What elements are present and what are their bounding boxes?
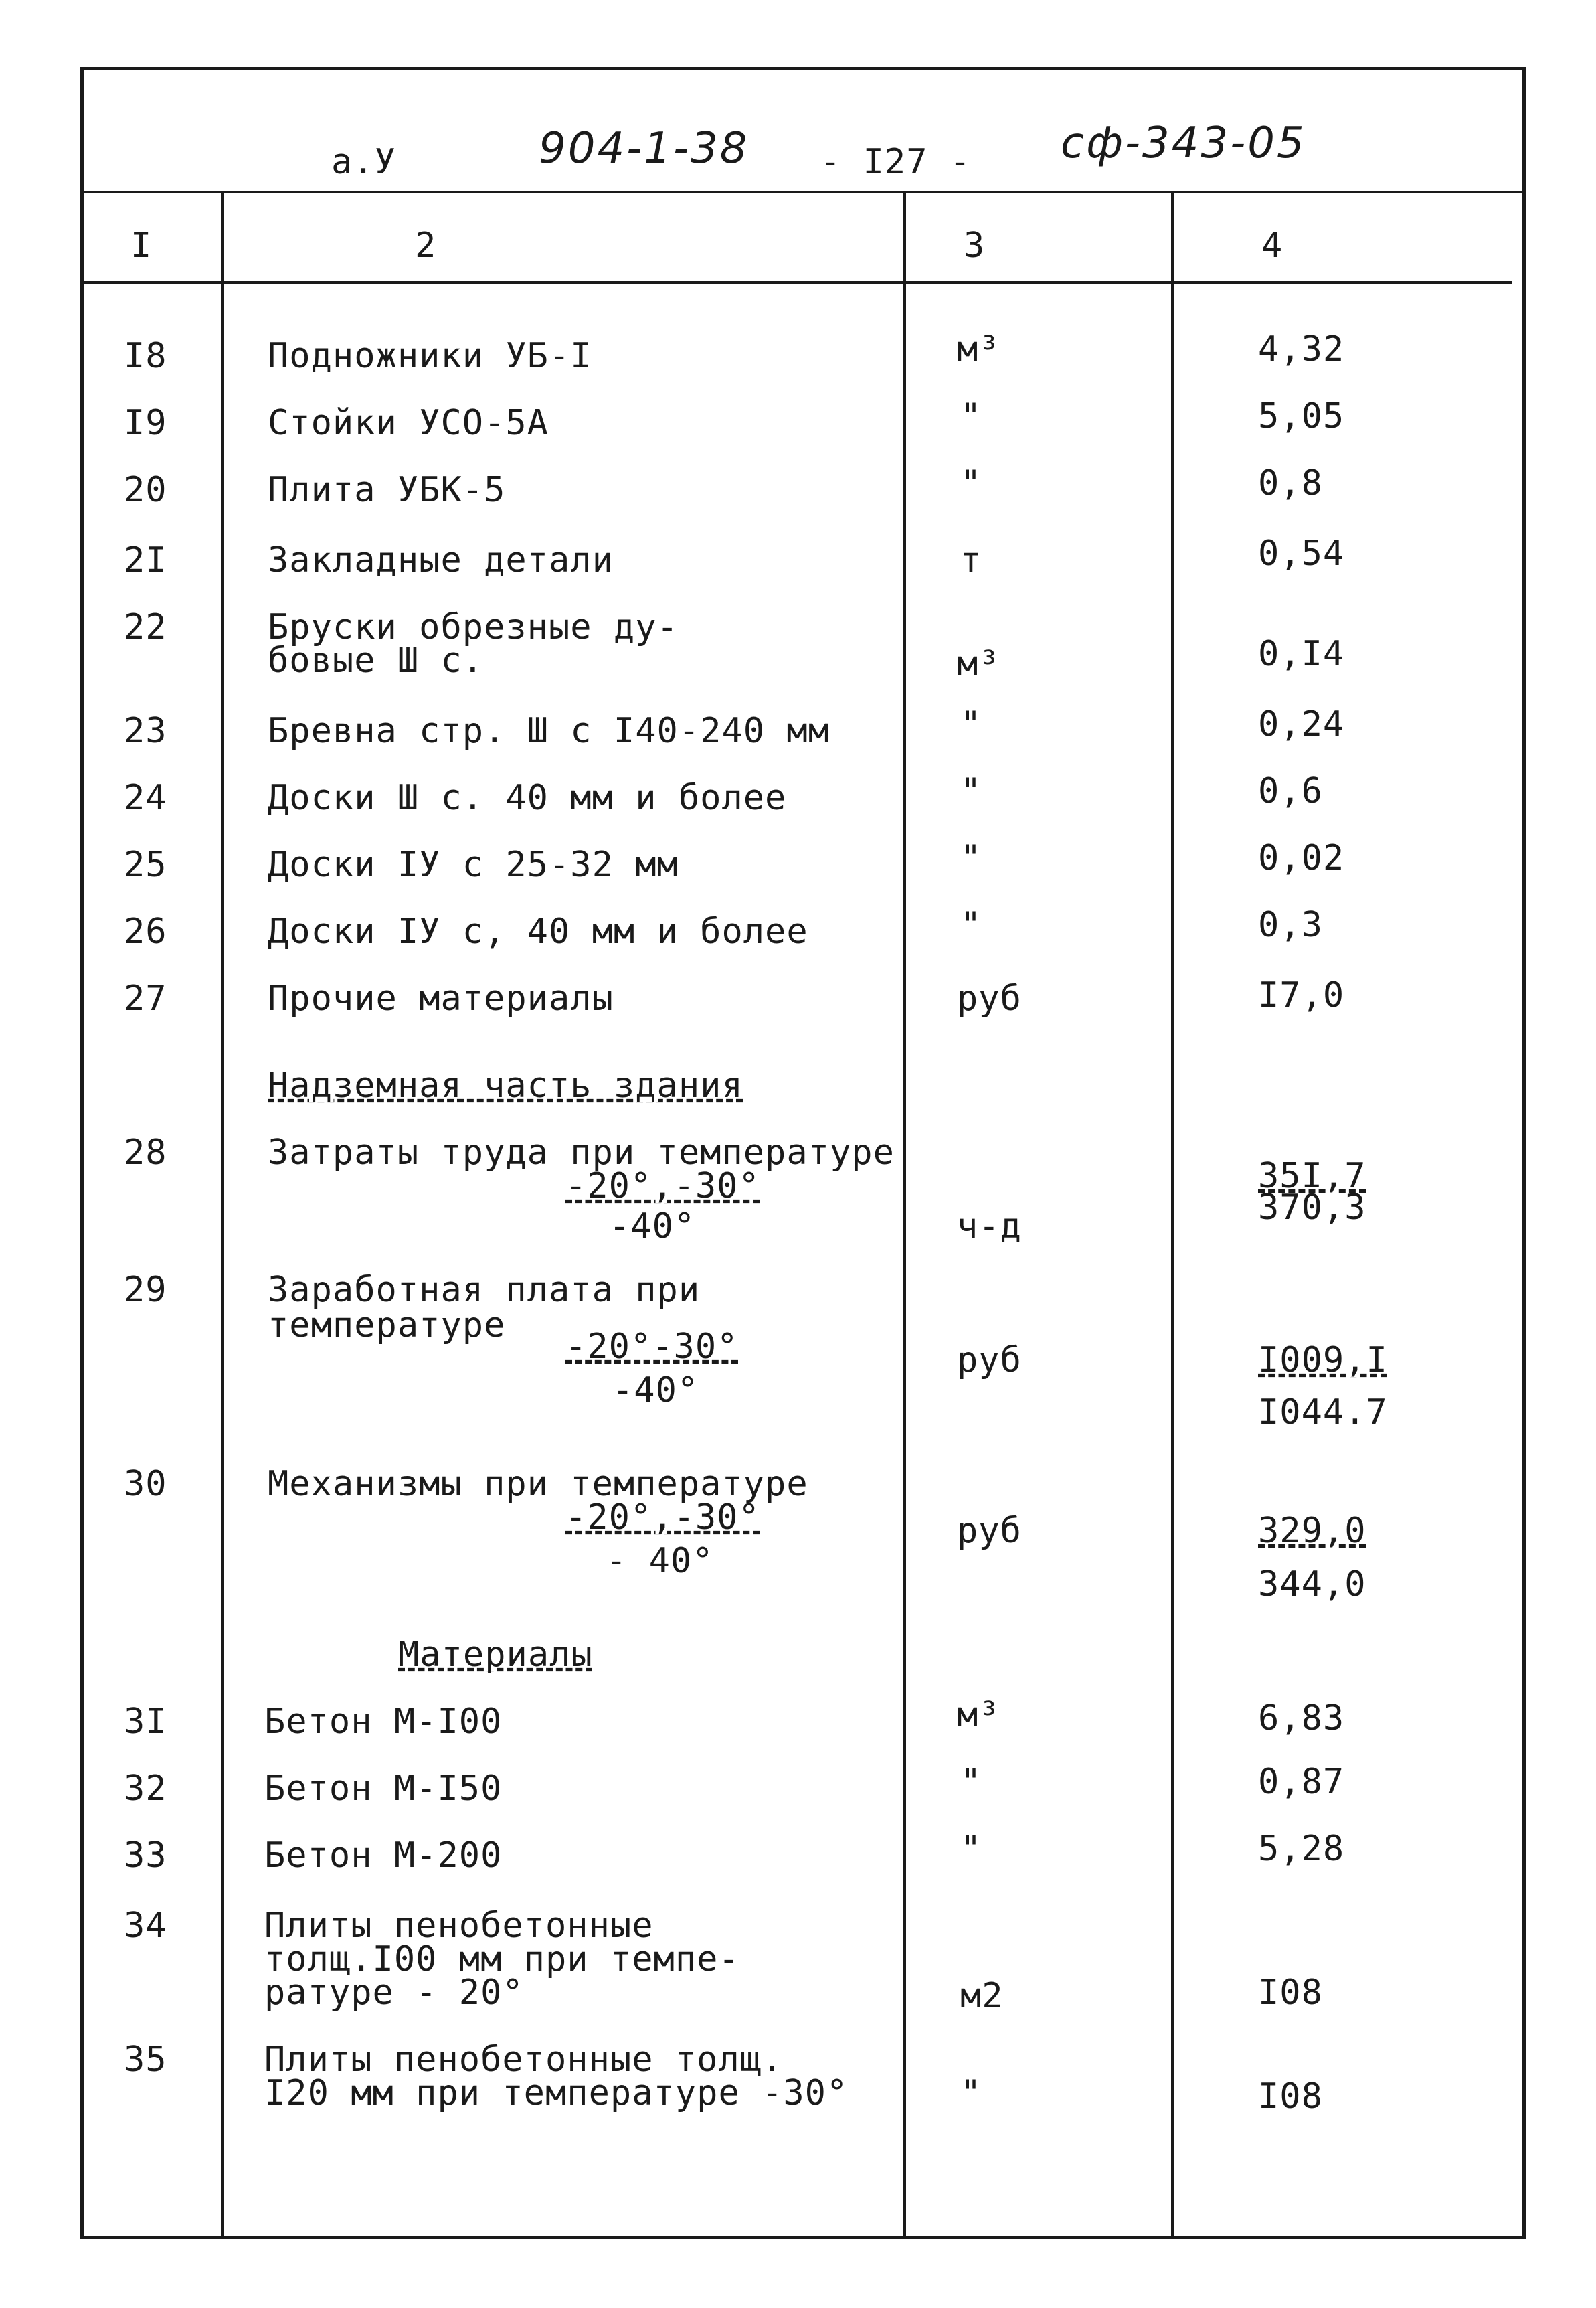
row-name-line2: температуре [268, 1305, 506, 1345]
row-name: Бревна стр. Ш с I40-240 мм [268, 711, 830, 751]
row-value: 0,02 [1258, 838, 1345, 878]
row-name-line2: бовые Ш с. [268, 641, 484, 681]
row-value-top: 329,0 [1258, 1511, 1366, 1551]
row-value: 0,24 [1258, 704, 1345, 744]
row-number: 35 [124, 2040, 167, 2080]
document-sheet [80, 67, 1526, 2239]
row-number: 28 [124, 1133, 167, 1173]
row-unit: м³ [957, 329, 1000, 369]
row-name: Механизмы при температуре [268, 1464, 808, 1504]
row-name: Стойки УСО-5А [268, 403, 549, 443]
row-number: 27 [124, 979, 167, 1019]
row-name: Плиты пенобетонные толщ. [264, 2040, 784, 2080]
row-value: 0,3 [1258, 905, 1323, 945]
row-name: Бетон М-I50 [264, 1768, 503, 1809]
row-number: 29 [124, 1270, 167, 1310]
row-value: 0,8 [1258, 463, 1323, 503]
row-name: Заработная плата при [268, 1270, 701, 1310]
row-value: 0,I4 [1258, 634, 1345, 674]
row-name: Прочие материалы [268, 979, 614, 1019]
row-number: 23 [124, 711, 167, 751]
row-number: 26 [124, 912, 167, 952]
row-name: Закладные детали [268, 540, 614, 580]
row-unit: " [960, 838, 982, 878]
row-value-top: I009,I [1258, 1340, 1388, 1380]
row-name: Плита УБК-5 [268, 470, 506, 510]
row-value: I08 [1258, 1973, 1323, 2013]
row-name: Плиты пенобетонные [264, 1906, 654, 1946]
row-name-line2: I20 мм при температуре -30° [264, 2073, 849, 2113]
column-divider-3 [1171, 191, 1174, 2236]
row-number: 24 [124, 778, 167, 818]
row-number: 3I [124, 1702, 167, 1742]
row-unit: " [960, 704, 982, 744]
column-header-3: 3 [964, 226, 986, 266]
row-value: 4,32 [1258, 329, 1345, 369]
column-header-2: 2 [415, 226, 437, 266]
section-heading-above-ground: Надземная часть здания [268, 1066, 743, 1106]
row-unit: м³ [957, 1695, 1000, 1735]
row-unit: м2 [960, 1976, 1004, 2016]
row-unit: руб [957, 1340, 1022, 1380]
row-value: 5,28 [1258, 1829, 1345, 1869]
row-value: 6,83 [1258, 1698, 1345, 1738]
row-value-bottom: 344,0 [1258, 1564, 1366, 1604]
row-number: I8 [124, 336, 167, 376]
column-header-1: I [130, 226, 153, 266]
header-project: 904-1-38 [539, 124, 749, 173]
row-number: 34 [124, 1906, 167, 1946]
row-value-bottom: 370,3 [1258, 1187, 1366, 1228]
row-number: I9 [124, 403, 167, 443]
row-number: 25 [124, 845, 167, 885]
row-value: I08 [1258, 2076, 1323, 2117]
row-unit: " [960, 1829, 982, 1869]
row-unit: " [960, 1762, 982, 1802]
row-value-bottom: I044.7 [1258, 1392, 1388, 1432]
row-value: 0,87 [1258, 1762, 1345, 1802]
row-name: Бетон М-200 [264, 1835, 503, 1876]
row-unit: " [960, 771, 982, 811]
row-value: I7,0 [1258, 975, 1345, 1015]
row-unit: т [960, 540, 982, 580]
row-temp-fraction-bottom: -40° [612, 1370, 699, 1410]
row-temp-fraction-top: -20°-30° [565, 1327, 739, 1367]
header-page: - I27 - [820, 142, 972, 182]
column-divider-2 [903, 191, 906, 2236]
row-number: 32 [124, 1768, 167, 1809]
row-value-top: 35I,7 [1258, 1156, 1366, 1196]
row-name: Доски IУ с 25-32 мм [268, 845, 679, 885]
row-value: 0,6 [1258, 771, 1323, 811]
row-name: Затраты труда при температуре [268, 1133, 895, 1173]
row-unit: " [960, 396, 982, 436]
row-unit: " [960, 905, 982, 945]
row-name: Бетон М-I00 [264, 1702, 503, 1742]
column-header-divider [84, 281, 1512, 284]
header-code: сф-343-05 [1061, 118, 1306, 168]
row-unit: " [960, 2073, 982, 2113]
header-prefix: а.У [331, 142, 396, 182]
row-value: 0,54 [1258, 533, 1345, 574]
row-unit: ч-д [957, 1206, 1022, 1246]
column-divider-1 [221, 191, 224, 2236]
row-name: Доски IУ с, 40 мм и более [268, 912, 808, 952]
row-name: Подножники УБ-I [268, 336, 592, 376]
row-number: 2I [124, 540, 167, 580]
row-name: Бруски обрезные ду- [268, 607, 679, 647]
row-number: 33 [124, 1835, 167, 1876]
row-unit: руб [957, 1511, 1022, 1551]
row-number: 22 [124, 607, 167, 647]
section-heading-materials: Материалы [398, 1635, 593, 1675]
row-temp-fraction-bottom: -40° [609, 1206, 696, 1246]
column-header-4: 4 [1261, 226, 1283, 266]
row-number: 20 [124, 470, 167, 510]
row-name-line2: толщ.I00 мм при темпе- [264, 1939, 740, 1979]
row-name: Доски Ш с. 40 мм и более [268, 778, 787, 818]
row-unit: " [960, 463, 982, 503]
row-temp-fraction-bottom: - 40° [606, 1541, 714, 1581]
row-unit: м³ [957, 644, 1000, 684]
row-temp-fraction-top: -20°,-30° [565, 1497, 760, 1538]
row-number: 30 [124, 1464, 167, 1504]
row-name-line3: ратуре - 20° [264, 1973, 524, 2013]
row-temp-fraction-top: -20°,-30° [565, 1166, 760, 1206]
row-unit: руб [957, 979, 1022, 1019]
row-value: 5,05 [1258, 396, 1345, 436]
header-divider [84, 191, 1522, 193]
